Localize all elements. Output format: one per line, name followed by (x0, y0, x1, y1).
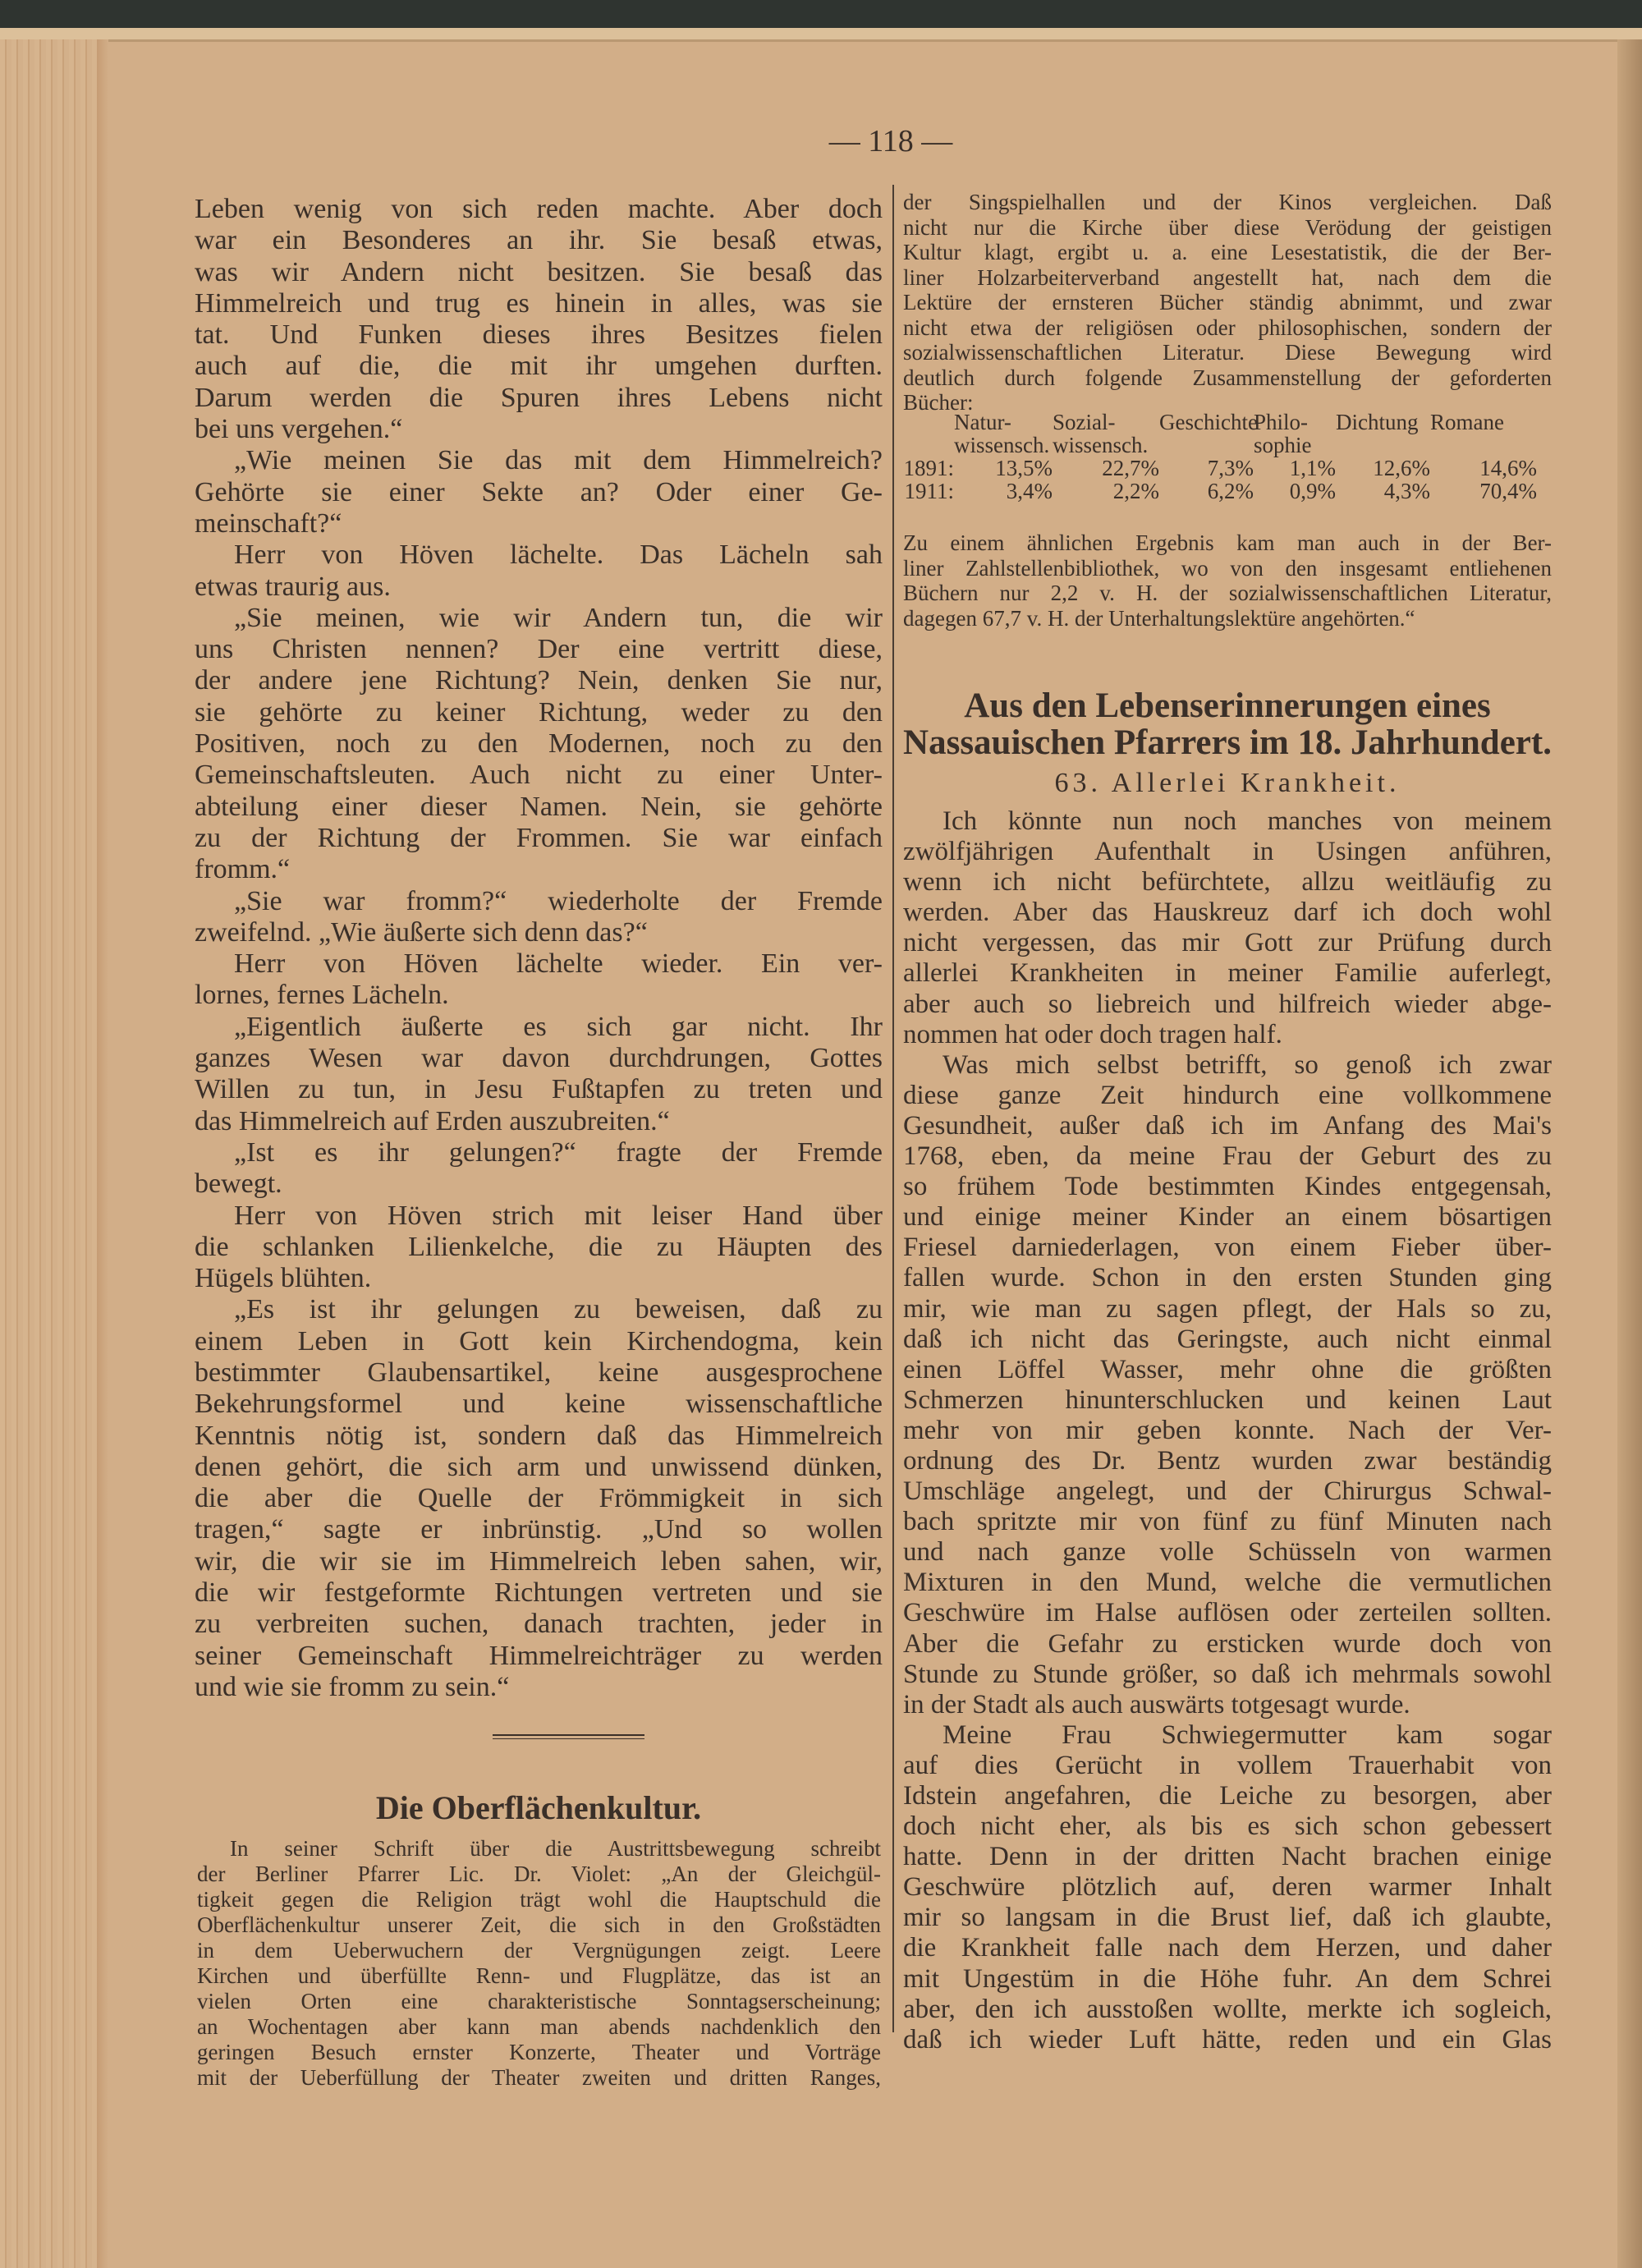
article-body-small (197, 1836, 881, 2091)
text-line: Ich könnte nun noch manches von meinem (943, 806, 1552, 836)
table-header-cell (1336, 434, 1430, 457)
section-title: 63. Allerlei Krankheit. (1054, 768, 1401, 798)
paragraph (195, 1201, 883, 1295)
paragraph (195, 1294, 883, 1703)
text-line: sie gehörte zu keiner Richtung, weder zu den (195, 696, 883, 728)
table-header-cell (1430, 434, 1537, 457)
percent-cell: 6,2% (1207, 479, 1254, 503)
text-line: Idstein angefahren, die Leiche zu besorgen, aber (903, 1781, 1552, 1811)
percent-cell: 0,9% (1289, 479, 1336, 503)
text-line: Herr von Höven strich mit leiser Hand über (234, 1200, 883, 1231)
percent-cell: 70,4% (1479, 479, 1537, 503)
text-line: Friesel darniederlagen, von einem Fieber über- (903, 1233, 1552, 1263)
text-line: mir so langsam in die Brust lief, daß ich glaubte, (903, 1903, 1552, 1933)
text-line: tat. Und Funken dieses ihres Besitzes fielen (195, 319, 883, 351)
text-line: werden. Aber das Hauskreuz darf ich doch wohl (903, 898, 1552, 928)
text-line: Bekehrungsformel und keine wissenschaftliche (195, 1389, 883, 1420)
table-header-row (903, 434, 1552, 457)
page-number: — 118 — (828, 124, 953, 158)
text-line: die wir festgeformte Richtungen vertreten und sie (195, 1577, 883, 1609)
text-line: seiner Gemeinschaft Himmelreichträger zu werden (195, 1640, 883, 1671)
stacked-page-edges (0, 39, 103, 2268)
text-line: fromm.“ (195, 854, 291, 885)
text-line: war ein Besonderes an ihr. Sie besaß etwas, (195, 225, 883, 256)
text-line: „Es ist ihr gelungen zu beweisen, daß zu (234, 1294, 883, 1325)
text-line: Gehörte sie einer Sekte an? Oder einer Ge- (195, 476, 883, 507)
text-line: Gemeinschaftsleuten. Auch nicht zu einer Unter- (195, 760, 883, 791)
percent-cell: 14,6% (1479, 456, 1537, 480)
text-line: der Berliner Pfarrer Lic. Dr. Violet: „An der Gleichgül- (197, 1862, 881, 1886)
text-line: Meine Frau Schwiegermutter kam sogar (943, 1719, 1552, 1750)
table-header-cell (1159, 434, 1254, 457)
text-line: Lektüre der ernsteren Bücher ständig abnimmt, und zwar (903, 290, 1552, 314)
paragraph (195, 194, 883, 445)
text-line: liner Zahlstellenbibliothek, wo von den insgesamt entliehenen (903, 555, 1552, 581)
text-line: hatte. Denn in der dritten Nacht brachen einige (903, 1842, 1552, 1872)
table-body (903, 457, 1552, 503)
percent-cell: 13,5% (995, 456, 1053, 480)
text-line: meinschaft?“ (195, 507, 342, 539)
page-edge-shadow (97, 39, 108, 2268)
table-header-cell: wissensch. (954, 433, 1050, 457)
text-line: die schlanken Lilienkelche, die zu Häupten des (195, 1231, 883, 1262)
paragraph (903, 190, 1552, 415)
text-line: einem Leben in Gott kein Kirchendogma, kein (195, 1325, 883, 1357)
page-right-edge (1617, 39, 1642, 2268)
text-line: Hügels blühten. (195, 1263, 372, 1294)
text-line: was wir Andern nicht besitzen. Sie besaß das (195, 256, 883, 287)
percent-cell: 4,3% (1383, 479, 1430, 503)
text-line: der andere jene Richtung? Nein, denken Sie nur, (195, 665, 883, 696)
book-cover-edge (0, 0, 1642, 28)
text-line: in dem Ueberwuchern der Vergnügungen zeigt. Leere (197, 1938, 881, 1963)
paragraph (195, 539, 883, 603)
text-line: das Himmelreich auf Erden auszubreiten.“ (195, 1105, 670, 1136)
table-header-cell: sophie (1254, 433, 1312, 457)
text-line: vielen Orten eine charakteristische Sonntagserscheinung; (197, 1989, 881, 2013)
text-line: uns Christen nennen? Der eine vertritt diese, (195, 634, 883, 665)
memoir-title-line-2: Nassauischen Pfarrers im 18. Jahrhundert. (903, 723, 1552, 762)
percent-cell: 1,1% (1289, 456, 1336, 480)
text-line: In seiner Schrift über die Austrittsbewegung schreibt (230, 1836, 881, 1861)
table-row (903, 480, 1552, 503)
paragraph (195, 1137, 883, 1201)
text-line: Willen zu tun, in Jesu Fußtapfen zu treten und (195, 1074, 883, 1105)
text-line: tigkeit gegen die Religion trägt wohl die Hauptschuld die (197, 1887, 881, 1912)
text-line: bewegt. (195, 1168, 282, 1200)
column-divider (892, 185, 894, 2032)
table-header-cell: Dichtung (1336, 410, 1419, 434)
text-line: fallen wurde. Schon in den ersten Stunden ging (903, 1263, 1552, 1293)
text-line: daß ich wieder Luft hätte, reden und ein Glas (903, 2024, 1552, 2055)
text-line: „Ist es ihr gelungen?“ fragte der Fremde (234, 1136, 883, 1168)
text-line: Oberflächenkultur unserer Zeit, die sich in den Großstädten (197, 1912, 881, 1937)
text-line: ordnung des Dr. Bentz wurden zwar beständig (903, 1445, 1552, 1476)
table-header-cell: Romane (1430, 410, 1504, 434)
text-line: abteilung einer dieser Namen. Nein, sie gehörte (195, 791, 883, 822)
paragraph (903, 1050, 1552, 1720)
text-line: Umschläge angelegt, und der Chirurgus Schwal- (903, 1476, 1552, 1507)
paragraph (195, 445, 883, 539)
text-line: Aber die Gefahr zu ersticken wurde doch von (903, 1628, 1552, 1659)
percent-cell: 7,3% (1207, 456, 1254, 480)
text-line: mehr von mir geben konnte. Nach der Ver- (903, 1415, 1552, 1445)
text-line: Darum werden die Spuren ihres Lebens nicht (195, 382, 883, 413)
left-column-story (195, 194, 883, 1703)
text-line: tragen,“ sagte er inbrünstig. „Und so wollen (195, 1514, 883, 1545)
text-line: daß ich nicht das Geringste, auch nicht einmal (903, 1324, 1552, 1354)
text-line: Geschwüre plötzlich auf, deren warmer Inhalt (903, 1872, 1552, 1903)
text-line: die Krankheit falle nach dem Herzen, und daher (903, 1933, 1552, 1963)
text-line: Kenntnis nötig ist, sondern daß das Himmelreich (195, 1420, 883, 1451)
paragraph (197, 1836, 881, 2091)
text-line: und nach ganze volle Schüsseln von warmen (903, 1537, 1552, 1568)
paragraph (195, 1012, 883, 1137)
text-line: bei uns vergehen.“ (195, 414, 403, 445)
percent-cell: 3,4% (1006, 479, 1053, 503)
table-header-cell: Natur- (954, 410, 1011, 434)
text-line: Gesundheit, außer daß ich im Anfang des Mai's (903, 1110, 1552, 1141)
text-line: wenn ich nicht befürchtete, allzu weitläufig zu (903, 867, 1552, 898)
text-line: Geschwüre im Halse auflösen oder zerteilen sollten. (903, 1598, 1552, 1628)
memoir-body (903, 806, 1552, 2055)
paragraph (195, 948, 883, 1012)
table-row (903, 457, 1552, 480)
text-line: mit Ungestüm in die Höhe fuhr. An dem Schrei (903, 1963, 1552, 1994)
text-line: 1768, eben, da meine Frau der Geburt des zu (903, 1141, 1552, 1172)
section-divider-rule (493, 1734, 644, 1739)
text-line: bestimmter Glaubensartikel, keine ausgesprochene (195, 1357, 883, 1388)
text-line: aber, den ich ausstoßen wollte, merkte ich sogleich, (903, 1994, 1552, 2024)
table-header-cell: Geschichte (1159, 410, 1258, 434)
text-line: Kirchen und überfüllte Renn- und Flugplätze, das ist an (197, 1963, 881, 1988)
table-header-cell (903, 411, 954, 434)
text-line: Zu einem ähnlichen Ergebnis kam man auch in der Ber- (903, 530, 1552, 555)
text-line: Leben wenig von sich reden machte. Aber doch (195, 194, 883, 224)
percent-cell: 2,2% (1112, 479, 1159, 503)
text-line: aber auch so liebreich und hilfreich wieder abge- (903, 989, 1552, 1019)
text-line: und einige meiner Kinder an einem bösartigen (903, 1202, 1552, 1233)
memoir-title-line-1: Aus den Lebenserinnerungen eines (964, 686, 1491, 725)
text-line: zweifelnd. „Wie äußerte sich denn das?“ (195, 916, 648, 948)
text-line: Bücher: (903, 390, 974, 415)
text-line: etwas traurig aus. (195, 571, 391, 602)
text-line: bach spritzte mir von fünf zu fünf Minuten nach (903, 1507, 1552, 1537)
text-line: doch nicht eher, als bis es sich schon gebessert (903, 1811, 1552, 1842)
text-line: nicht etwa der religiösen oder philosophischen, sondern der (903, 314, 1552, 340)
text-line: zwölfjährigen Aufenthalt in Usingen anführen, (903, 837, 1552, 867)
text-line: zu verbreiten suchen, danach trachten, jeder in (195, 1609, 883, 1640)
paragraph (903, 530, 1552, 631)
text-line: Was mich selbst betrifft, so genoß ich zwar (943, 1049, 1552, 1080)
paragraph (903, 1720, 1552, 2055)
text-line: allerlei Krankheiten in meiner Familie auferlegt, (903, 958, 1552, 989)
text-line: lornes, fernes Lächeln. (195, 980, 449, 1011)
paragraph (195, 886, 883, 949)
percent-cell: 22,7% (1102, 456, 1159, 480)
article-conclusion (903, 530, 1552, 631)
text-line: Kultur klagt, ergibt u. a. eine Lesestatistik, die der Ber- (903, 240, 1552, 264)
text-line: Positiven, noch zu den Modernen, noch zu den (195, 728, 883, 760)
article-title: Die Oberflächenkultur. (375, 1789, 702, 1826)
table-header-cell: wissensch. (1053, 433, 1149, 457)
text-line: deutlich durch folgende Zusammenstellung der geforderten (903, 365, 1552, 390)
table-header-cell: Philo- (1254, 410, 1309, 434)
text-line: mir, wie man zu sagen pflegt, der Hals so zu, (903, 1293, 1552, 1324)
text-line: Stunde zu Stunde größer, so daß ich mehrmals sowohl (903, 1659, 1552, 1689)
table-header-row (903, 411, 1552, 434)
text-line: Schmerzen hinunterschlucken und keinen Laut (903, 1384, 1552, 1415)
percent-cell: 12,6% (1373, 456, 1430, 480)
text-line: an Wochentagen aber kann man abends nachdenklich den (197, 2014, 881, 2039)
statistics-table (903, 411, 1552, 503)
text-line: in der Stadt als auch auswärts totgesagt wurde. (903, 1689, 1410, 1719)
text-line: denen gehört, die sich arm und unwissend dünken, (195, 1451, 883, 1482)
text-line: „Eigentlich äußerte es sich gar nicht. Ihr (234, 1011, 883, 1042)
text-line: nommen hat oder doch tragen half. (903, 1019, 1282, 1049)
text-line: Büchern nur 2,2 v. H. der sozialwissenschaftlichen Literatur, (903, 581, 1552, 605)
paragraph (903, 806, 1552, 1050)
table-header-cell: Sozial- (1053, 410, 1116, 434)
table-header-cell (903, 434, 954, 457)
page-top-edge (0, 28, 1642, 42)
text-line: wir, die wir sie im Himmelreich leben sahen, wir, (195, 1545, 883, 1577)
text-line: auf dies Gerücht in vollem Trauerhabit von (903, 1750, 1552, 1780)
text-line: „Wie meinen Sie das mit dem Himmelreich? (234, 445, 883, 476)
text-line: einen Löffel Wasser, mehr ohne die größten (903, 1354, 1552, 1384)
year-cell: 1911: (904, 479, 954, 503)
text-line: mit der Ueberfüllung der Theater zweiten und dritten Ranges, (197, 2065, 881, 2090)
text-line: auch auf die, die mit ihr umgehen durften. (195, 351, 883, 382)
text-line: Mixturen in den Mund, welche die vermutlichen (903, 1568, 1552, 1598)
text-line: Herr von Höven lächelte. Das Lächeln sah (234, 539, 883, 571)
text-line: Himmelreich und trug es hinein in alles, was sie (195, 287, 883, 319)
text-line: Herr von Höven lächelte wieder. Ein ver- (234, 948, 883, 980)
article-continuation (903, 190, 1552, 415)
text-line: nicht vergessen, das mir Gott zur Prüfung durch (903, 928, 1552, 958)
text-line: die aber die Quelle der Frömmigkeit in sich (195, 1483, 883, 1514)
text-line: „Sie war fromm?“ wiederholte der Fremde (234, 885, 883, 916)
text-line: zu der Richtung der Frommen. Sie war einfach (195, 822, 883, 853)
text-line: ganzes Wesen war davon durchdrungen, Gottes (195, 1043, 883, 1074)
year-cell: 1891: (903, 456, 954, 480)
paragraph (195, 603, 883, 886)
text-line: so frühem Tode bestimmten Kindes entgegensah, (903, 1172, 1552, 1202)
text-line: geringen Besuch ernster Konzerte, Theater und Vorträge (197, 2040, 881, 2064)
text-line: „Sie meinen, wie wir Andern tun, die wir (234, 602, 883, 633)
text-line: sozialwissenschaftlichen Literatur. Diese Bewegung wird (903, 340, 1552, 365)
text-line: dagegen 67,7 v. H. der Unterhaltungslektüre angehörten.“ (903, 605, 1415, 631)
text-line: diese ganze Zeit hindurch eine vollkommene (903, 1080, 1552, 1110)
text-line: liner Holzarbeiterverband angestellt hat, nach dem die (903, 264, 1552, 290)
text-line: und wie sie fromm zu sein.“ (195, 1671, 510, 1702)
text-line: nicht nur die Kirche über diese Verödung der geistigen (903, 214, 1552, 240)
text-line: der Singspielhallen und der Kinos vergleichen. Daß (903, 190, 1552, 214)
